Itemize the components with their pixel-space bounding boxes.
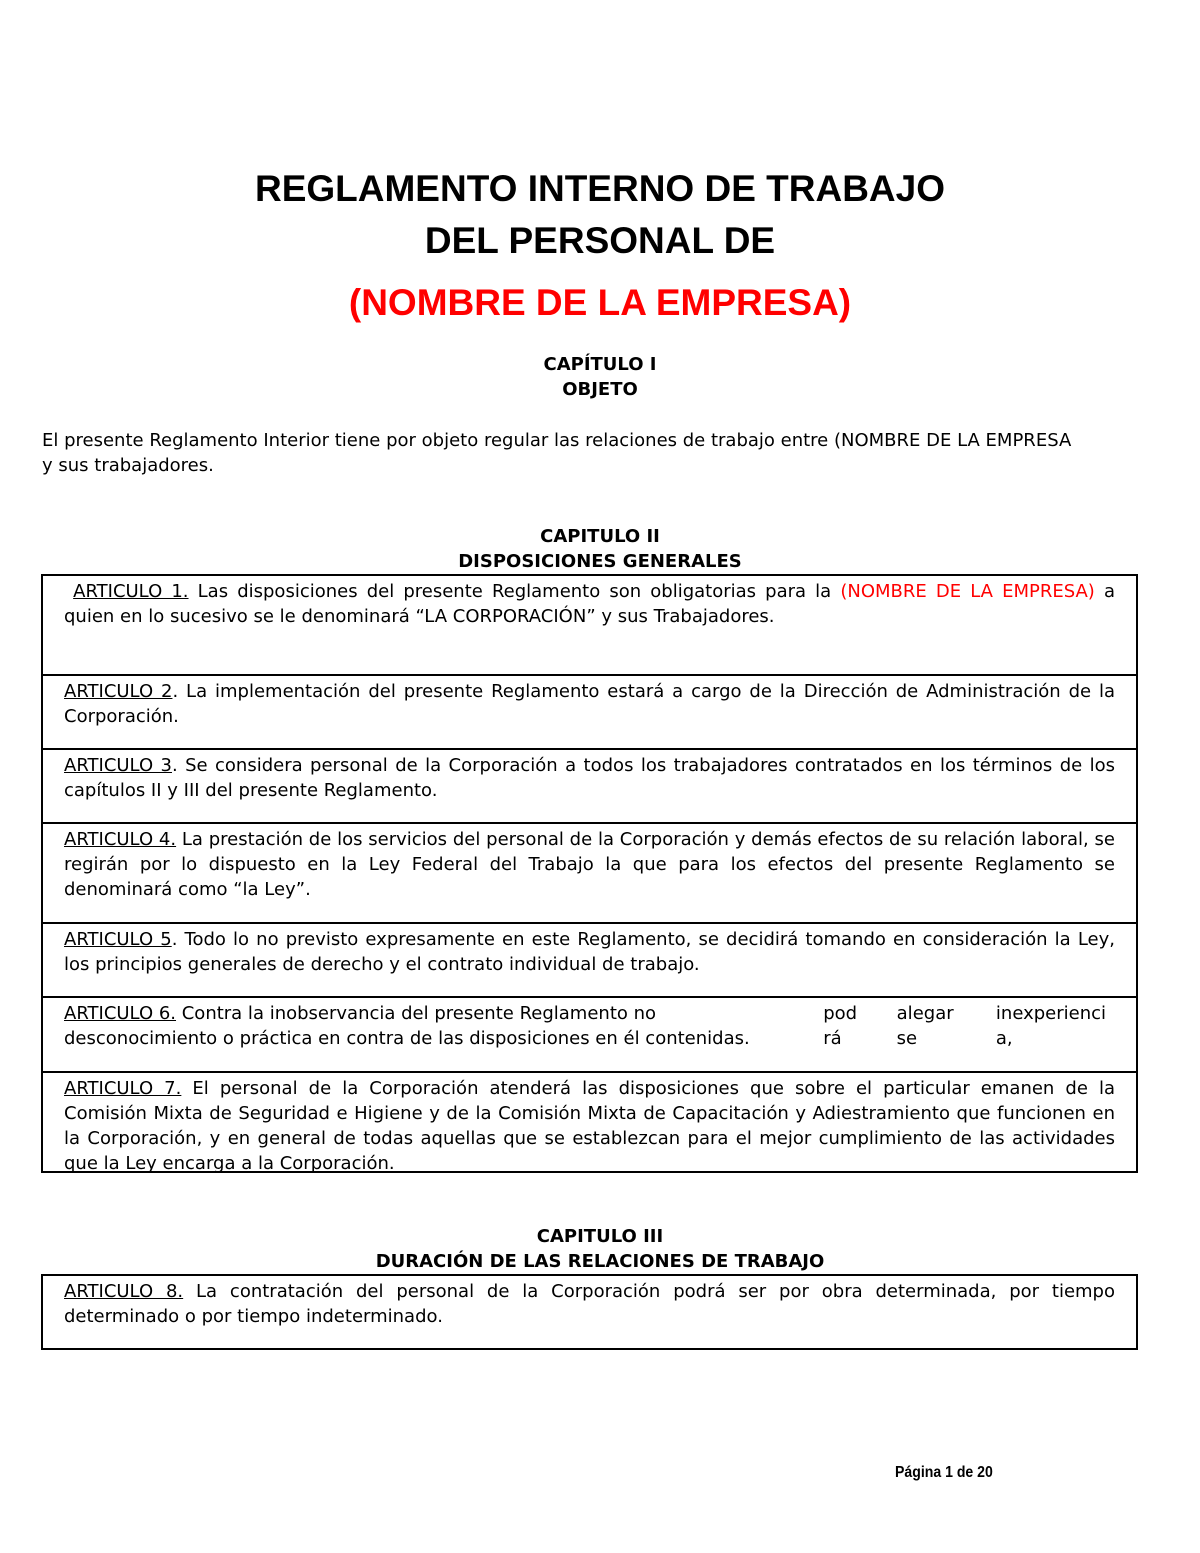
article-7: ARTICULO 7. El personal de la Corporación atenderá las disposiciones que sobre el particular emanen de la Comisión Mixta de Seguridad e Higiene y de la Comisión Mixta de Capacitación y Adiestramiento que funcionen en la Corporación, y en general de todas aquellas que se establezcan para el mejor cumplimiento de las actividades que la Ley encarga a la Corporación. xyxy=(43,1071,1136,1173)
article-label: ARTICULO 3 xyxy=(64,755,172,776)
article-label: ARTICULO 7. xyxy=(64,1078,182,1099)
chapter1-paragraph xyxy=(42,428,1172,478)
article-8: ARTICULO 8. La contratación del personal de la Corporación podrá ser por obra determinada, por tiempo determinado o por tiempo indeterminado. xyxy=(64,1281,1115,1327)
article-label: ARTICULO 6. xyxy=(64,1003,177,1024)
article-label: ARTICULO 8. xyxy=(64,1281,184,1302)
article-label: ARTICULO 1. xyxy=(73,581,189,602)
page-number-footer: Página 1 de 20 xyxy=(895,1464,993,1481)
articles-table xyxy=(41,574,1138,1173)
article-label: ARTICULO 2 xyxy=(64,681,173,702)
chapter1-heading: CAPÍTULO I xyxy=(543,354,657,375)
article-3: ARTICULO 3. Se considera personal de la Corporación a todos los trabajadores contratados en los términos de los capítulos II y III del presente Reglamento. xyxy=(43,748,1136,822)
article-2: ARTICULO 2. La implementación del presente Reglamento estará a cargo de la Dirección de Administración de la Corporación. xyxy=(43,674,1136,748)
article-label: ARTICULO 4. xyxy=(64,829,177,850)
article-6: ARTICULO 6. Contra la inobservancia del presente Reglamento no desconocimiento o práctica en contra de las disposiciones en él contenidas. pod rá alegar se inexperienci a, xyxy=(43,996,1136,1071)
chapter1-text-line1: El presente Reglamento Interior tiene por objeto regular las relaciones de trabajo entre (NOMBRE DE LA EMPRESA xyxy=(42,430,1072,451)
chapter3-heading: CAPITULO III xyxy=(536,1226,664,1247)
article-5: ARTICULO 5. Todo lo no previsto expresamente en este Reglamento, se decidirá tomando en consideración la Ley, los principios generales de derecho y el contrato individual de trabajo. xyxy=(43,922,1136,996)
document-title-line2: DEL PERSONAL DE xyxy=(424,220,776,261)
article-8-box xyxy=(41,1274,1138,1350)
chapter2-subheading: DISPOSICIONES GENERALES xyxy=(458,551,742,572)
chapter2-heading: CAPITULO II xyxy=(540,526,660,547)
article-1: ARTICULO 1. Las disposiciones del presente Reglamento son obligatorias para la (NOMBRE DE LA EMPRESA) a quien en lo sucesivo se le denominará “LA CORPORACIÓN” y sus Trabajadores. xyxy=(64,581,1115,627)
company-placeholder: (NOMBRE DE LA EMPRESA) xyxy=(840,581,1095,602)
article-4: ARTICULO 4. La prestación de los servicios del personal de la Corporación y demás efectos de su relación laboral, se regirán por lo dispuesto en la Ley Federal del Trabajo la que para los efectos del presente Reglamento se denominará como “la Ley”. xyxy=(43,822,1136,922)
chapter1-subheading: OBJETO xyxy=(562,379,638,400)
document-title-line1: REGLAMENTO INTERNO DE TRABAJO xyxy=(254,168,945,209)
article-label: ARTICULO 5 xyxy=(64,929,172,950)
chapter3-subheading: DURACIÓN DE LAS RELACIONES DE TRABAJO xyxy=(375,1251,825,1272)
document-title-company: (NOMBRE DE LA EMPRESA) xyxy=(348,282,852,323)
chapter1-text-line2: y sus trabajadores. xyxy=(42,455,214,476)
